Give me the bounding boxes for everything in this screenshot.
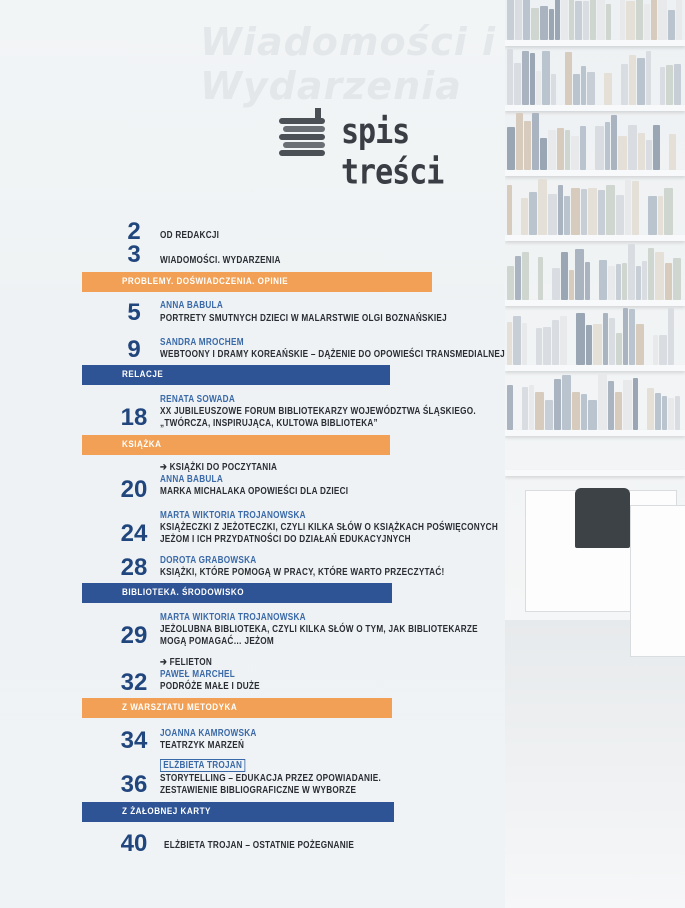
book-spine — [569, 270, 574, 300]
entry-title: JEŻOLUBNA BIBLIOTEKA, CZYLI KILKA SŁÓW O TYM, JAK BIBLIOTEKARZE — [160, 624, 478, 635]
book-spine — [658, 196, 663, 235]
entry-title: WEBTOONY I DRAMY KOREAŃSKIE – DĄŻENIE DO OPOWIEŚCI TRANSMEDIALNEJ — [160, 349, 505, 360]
entry-author: JOANNA KAMROWSKA — [160, 728, 257, 739]
book-spine — [581, 189, 587, 235]
page-number: 32 — [120, 669, 148, 696]
book-spine — [513, 316, 521, 365]
book-spine — [558, 185, 563, 235]
book-spine — [603, 313, 608, 365]
book-spine — [623, 380, 632, 430]
entry-title: KSIĄŻECZKI Z JEŻOTECZKI, CZYLI KILKA SŁÓW O KSIĄŻKACH POŚWIĘCONYCH — [160, 522, 499, 533]
book-spine — [575, 249, 584, 300]
page-number: 18 — [120, 404, 148, 431]
book-spine — [611, 115, 617, 170]
book-spine — [585, 262, 590, 300]
page-number: 34 — [120, 727, 148, 754]
book-spine — [532, 113, 539, 170]
entry-author: MARTA WIKTORIA TROJANOWSKA — [160, 612, 306, 623]
section-band: Z ŻAŁOBNEJ KARTY — [82, 802, 394, 822]
book-spine — [668, 308, 674, 365]
book-spine — [673, 258, 681, 300]
book-spine — [545, 400, 553, 430]
entry-author: ELŻBIETA TROJAN — [160, 760, 245, 772]
entry-title-line2: MOGĄ POMAGAĆ… JEŻOM — [160, 636, 275, 647]
entry-title: XX JUBILEUSZOWE FORUM BIBLIOTEKARZY WOJEWÓDZTWA ŚLĄSKIEGO. — [160, 406, 476, 417]
page-number: 29 — [120, 622, 148, 649]
book-spine — [646, 140, 652, 170]
book-spine — [622, 263, 627, 300]
book-spine — [538, 257, 543, 300]
book-spine — [623, 308, 628, 365]
book-spine — [548, 194, 557, 235]
page-number: 24 — [120, 520, 148, 547]
book-spine — [561, 252, 568, 300]
entry-title: PODRÓŻE MAŁE I DUŻE — [160, 681, 260, 692]
book-spine — [599, 260, 607, 300]
entry-category: ➔ KSIĄŻKI DO POCZYTANIA — [160, 462, 278, 473]
book-spine — [524, 121, 531, 170]
book-spine — [653, 335, 658, 365]
entry-title: MARKA MICHALAKA OPOWIEŚCI DLA DZIECI — [160, 486, 349, 497]
section-band: PROBLEMY. DOŚWIADCZENIA. OPINIE — [82, 272, 432, 292]
entry-title: ELŻBIETA TROJAN – OSTATNIE POŻEGNANIE — [164, 840, 355, 851]
book-spine — [595, 126, 604, 170]
book-spine — [653, 125, 660, 170]
book-spine — [616, 195, 624, 235]
entry-title: STORYTELLING – EDUKACJA PRZEZ OPOWIADANIE. — [160, 773, 381, 784]
book-spine — [606, 185, 615, 235]
entry-author: RENATA SOWADA — [160, 394, 236, 405]
book-spine — [515, 256, 521, 300]
book-spine — [605, 122, 610, 170]
book-spine — [647, 388, 654, 430]
book-spine — [632, 181, 639, 235]
entry-title-line2: „TWÓRCZA, INSPIRUJĄCA, KULTOWA BIBLIOTEKA” — [160, 418, 378, 429]
book-spine — [586, 325, 592, 365]
page-number: 3 — [127, 241, 141, 268]
book-spine — [522, 252, 529, 300]
book-spine — [628, 244, 635, 300]
book-spine — [507, 266, 514, 300]
book-spine — [616, 333, 622, 365]
ghost-heading: Wiadomości i Wydarzenia — [200, 20, 497, 108]
book-spine — [616, 264, 621, 300]
book-spine — [543, 327, 551, 365]
book-spine — [615, 392, 622, 430]
book-spine — [581, 394, 587, 430]
book-stack-icon — [275, 106, 331, 162]
book-spine — [529, 385, 534, 430]
entry-category: ➔ FELIETON — [160, 657, 213, 668]
book-spine — [675, 396, 680, 430]
entry-title: PORTRETY SMUTNYCH DZIECI W MALARSTWIE OLGI BOZNAŃSKIEJ — [160, 313, 447, 324]
entry-title: OD REDAKCJI — [160, 230, 220, 241]
book-spine — [507, 322, 512, 365]
book-spine — [648, 196, 657, 235]
book-spine — [593, 324, 602, 365]
book-spine — [655, 252, 664, 300]
book-spine — [507, 185, 512, 235]
book-spine — [557, 128, 564, 170]
book-spine — [571, 136, 579, 170]
book-spine — [535, 392, 544, 430]
entry-title-line2: JEŻOM I ICH PRZYDATNOŚCI DO DZIAŁAŃ EDUKACYJNYCH — [160, 534, 411, 545]
toc-header — [275, 106, 495, 193]
book-spine — [562, 375, 571, 430]
book-spine — [669, 134, 676, 170]
book-spine — [636, 266, 641, 300]
book-spine — [521, 198, 528, 235]
book-spine — [560, 316, 567, 365]
book-spine — [665, 263, 672, 300]
book-spine — [608, 266, 615, 300]
book-spine — [507, 385, 513, 430]
book-spine — [664, 188, 673, 235]
book-spine — [618, 136, 627, 170]
book-spine — [507, 127, 515, 170]
book-spine — [522, 387, 528, 430]
entry-title: WIADOMOŚCI. WYDARZENIA — [160, 255, 281, 266]
book-spine — [659, 335, 667, 365]
page-number: 40 — [120, 830, 148, 857]
book-spine — [662, 396, 667, 430]
book-spine — [538, 179, 547, 235]
book-spine — [529, 192, 537, 235]
book-spine — [576, 313, 585, 365]
book-spine — [540, 138, 547, 170]
book-spine — [628, 125, 637, 170]
page-number: 20 — [120, 476, 148, 503]
book-spine — [580, 126, 586, 170]
book-spine — [552, 268, 560, 300]
book-spine — [571, 188, 580, 235]
section-band: BIBLIOTEKA. ŚRODOWISKO — [82, 583, 392, 603]
entry-author: MARTA WIKTORIA TROJANOWSKA — [160, 510, 306, 521]
book-spine — [668, 398, 674, 430]
book-spine — [648, 248, 654, 300]
section-band: RELACJE — [82, 365, 390, 385]
book-spine — [522, 323, 527, 365]
book-spine — [633, 378, 638, 430]
book-spine — [642, 261, 647, 300]
book-spine — [638, 133, 645, 170]
book-spine — [625, 180, 631, 235]
entry-title-line2: ZESTAWIENIE BIBLIOGRAFICZNE W WYBORZE — [160, 785, 357, 796]
entry-author: PAWEŁ MARCHEL — [160, 669, 236, 680]
entry-author: ANNA BABULA — [160, 300, 223, 311]
book-spine — [552, 320, 559, 365]
book-spine — [554, 379, 561, 430]
book-spine — [629, 309, 635, 365]
book-spine — [598, 190, 605, 235]
book-spine — [608, 381, 614, 430]
library-photo — [505, 0, 685, 908]
entry-title: TEATRZYK MARZEŃ — [160, 740, 245, 751]
book-spine — [588, 400, 597, 430]
section-band: KSIĄŻKA — [82, 435, 390, 455]
book-spine — [609, 318, 615, 365]
book-spine — [516, 113, 523, 170]
entry-author: SANDRA MROCHEM — [160, 337, 244, 348]
book-spine — [598, 373, 607, 430]
book-spine — [636, 324, 644, 365]
book-spine — [588, 188, 597, 235]
entry-author: DOROTA GRABOWSKA — [160, 555, 257, 566]
toc-title: spis treści — [341, 112, 444, 193]
page-number: 2 — [127, 218, 141, 245]
book-spine — [565, 130, 570, 170]
book-spine — [572, 392, 580, 430]
book-spine — [655, 393, 661, 430]
book-spine — [548, 130, 556, 170]
book-spine — [536, 328, 542, 365]
section-band: Z WARSZTATU METODYKA — [82, 698, 392, 718]
page-number: 28 — [120, 554, 148, 581]
page-number: 5 — [127, 299, 141, 326]
page-number: 36 — [120, 771, 148, 798]
entry-author: ANNA BABULA — [160, 474, 223, 485]
book-spine — [564, 196, 570, 235]
entry-title: KSIĄŻKI, KTÓRE POMOGĄ W PRACY, KTÓRE WARTO PRZECZYTAĆ! — [160, 567, 445, 578]
page-number: 9 — [127, 336, 141, 363]
